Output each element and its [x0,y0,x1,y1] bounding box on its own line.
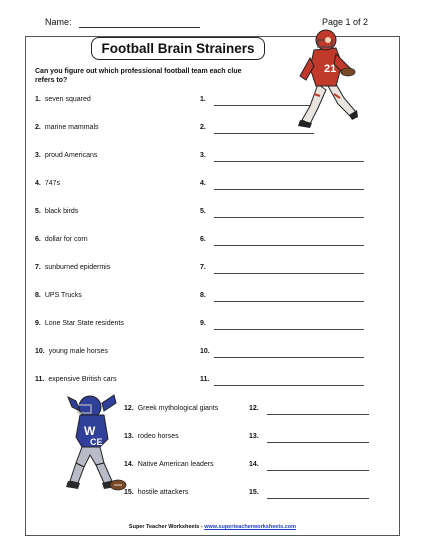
answer-line[interactable] [214,161,364,162]
answer-line[interactable] [214,273,364,274]
answer-line[interactable] [267,498,369,499]
question-number: 8. [35,292,41,299]
svg-text:W: W [84,424,96,438]
question-row [35,124,99,131]
question-row [35,208,78,215]
question-number: 3. [35,152,41,159]
question-number: 9. [35,320,41,327]
football-player-blue-illustration [64,393,136,498]
question-row [35,320,124,327]
answer-number: 3. [200,152,206,159]
question-number: 15. [124,489,134,496]
question-clue: expensive British cars [48,376,117,383]
question-row [35,264,110,271]
instructions: Can you figure out which professional football team each clue refers to? [35,68,242,84]
answer-number: 13. [249,433,259,440]
question-number: 13. [124,433,134,440]
question-row [35,96,91,103]
question-clue: sunburned epidermis [44,264,111,271]
answer-line[interactable] [214,385,364,386]
question-clue: Native American leaders [137,461,214,468]
page-indicator: Page 1 of 2 [322,17,369,27]
answer-number: 15. [249,489,259,496]
answer-number: 2. [200,124,206,131]
answer-line[interactable] [214,329,364,330]
question-number: 2. [35,124,41,131]
question-clue: proud Americans [44,152,98,159]
question-row [124,405,218,412]
question-clue: hostile attackers [137,489,189,496]
question-clue: young male horses [48,348,108,355]
answer-line[interactable] [214,133,314,134]
name-label: Name: [45,17,72,27]
question-number: 7. [35,264,41,271]
question-row [35,236,88,243]
footer [0,524,425,530]
question-number: 6. [35,236,41,243]
question-row [124,461,214,468]
question-row [35,180,60,187]
question-row [35,348,108,355]
svg-text:21: 21 [324,63,337,75]
answer-line[interactable] [267,470,369,471]
question-row [35,376,116,383]
question-clue: seven squared [44,96,91,103]
answer-line[interactable] [214,189,364,190]
question-number: 12. [124,405,134,412]
answer-number: 5. [200,208,206,215]
question-clue: Greek mythological giants [137,405,219,412]
question-clue: marine mammals [44,124,99,131]
question-row [35,292,82,299]
answer-line[interactable] [214,217,364,218]
svg-text:CE: CE [90,437,103,447]
name-input-line[interactable] [79,27,200,28]
answer-number: 12. [249,405,259,412]
answer-number: 14. [249,461,259,468]
question-clue: black birds [44,208,79,215]
footer-url-link[interactable]: www.superteacherworksheets.com [204,524,297,530]
question-row [35,152,97,159]
answer-line[interactable] [214,357,364,358]
question-number: 1. [35,96,41,103]
answer-number: 8. [200,292,206,299]
answer-number: 6. [200,236,206,243]
footer-separator: - [200,524,203,530]
question-clue: Lone Star State residents [44,320,124,327]
football-player-red-illustration [296,28,358,130]
question-clue: 747s [44,180,61,187]
question-clue: dollar for corn [44,236,88,243]
answer-line[interactable] [214,245,364,246]
question-number: 10. [35,348,45,355]
answer-number: 9. [200,320,206,327]
answer-line[interactable] [267,414,369,415]
question-number: 11. [35,376,45,383]
question-clue: UPS Trucks [44,292,82,299]
worksheet-title: Football Brain Strainers [91,37,265,60]
question-number: 14. [124,461,134,468]
answer-number: 1. [200,96,206,103]
question-number: 5. [35,208,41,215]
answer-number: 10. [200,348,210,355]
question-number: 4. [35,180,41,187]
answer-number: 11. [200,376,210,383]
answer-line[interactable] [214,301,364,302]
answer-line[interactable] [267,442,369,443]
question-clue: rodeo horses [137,433,179,440]
footer-site-name: Super Teacher Worksheets [128,524,200,530]
answer-number: 7. [200,264,206,271]
answer-number: 4. [200,180,206,187]
